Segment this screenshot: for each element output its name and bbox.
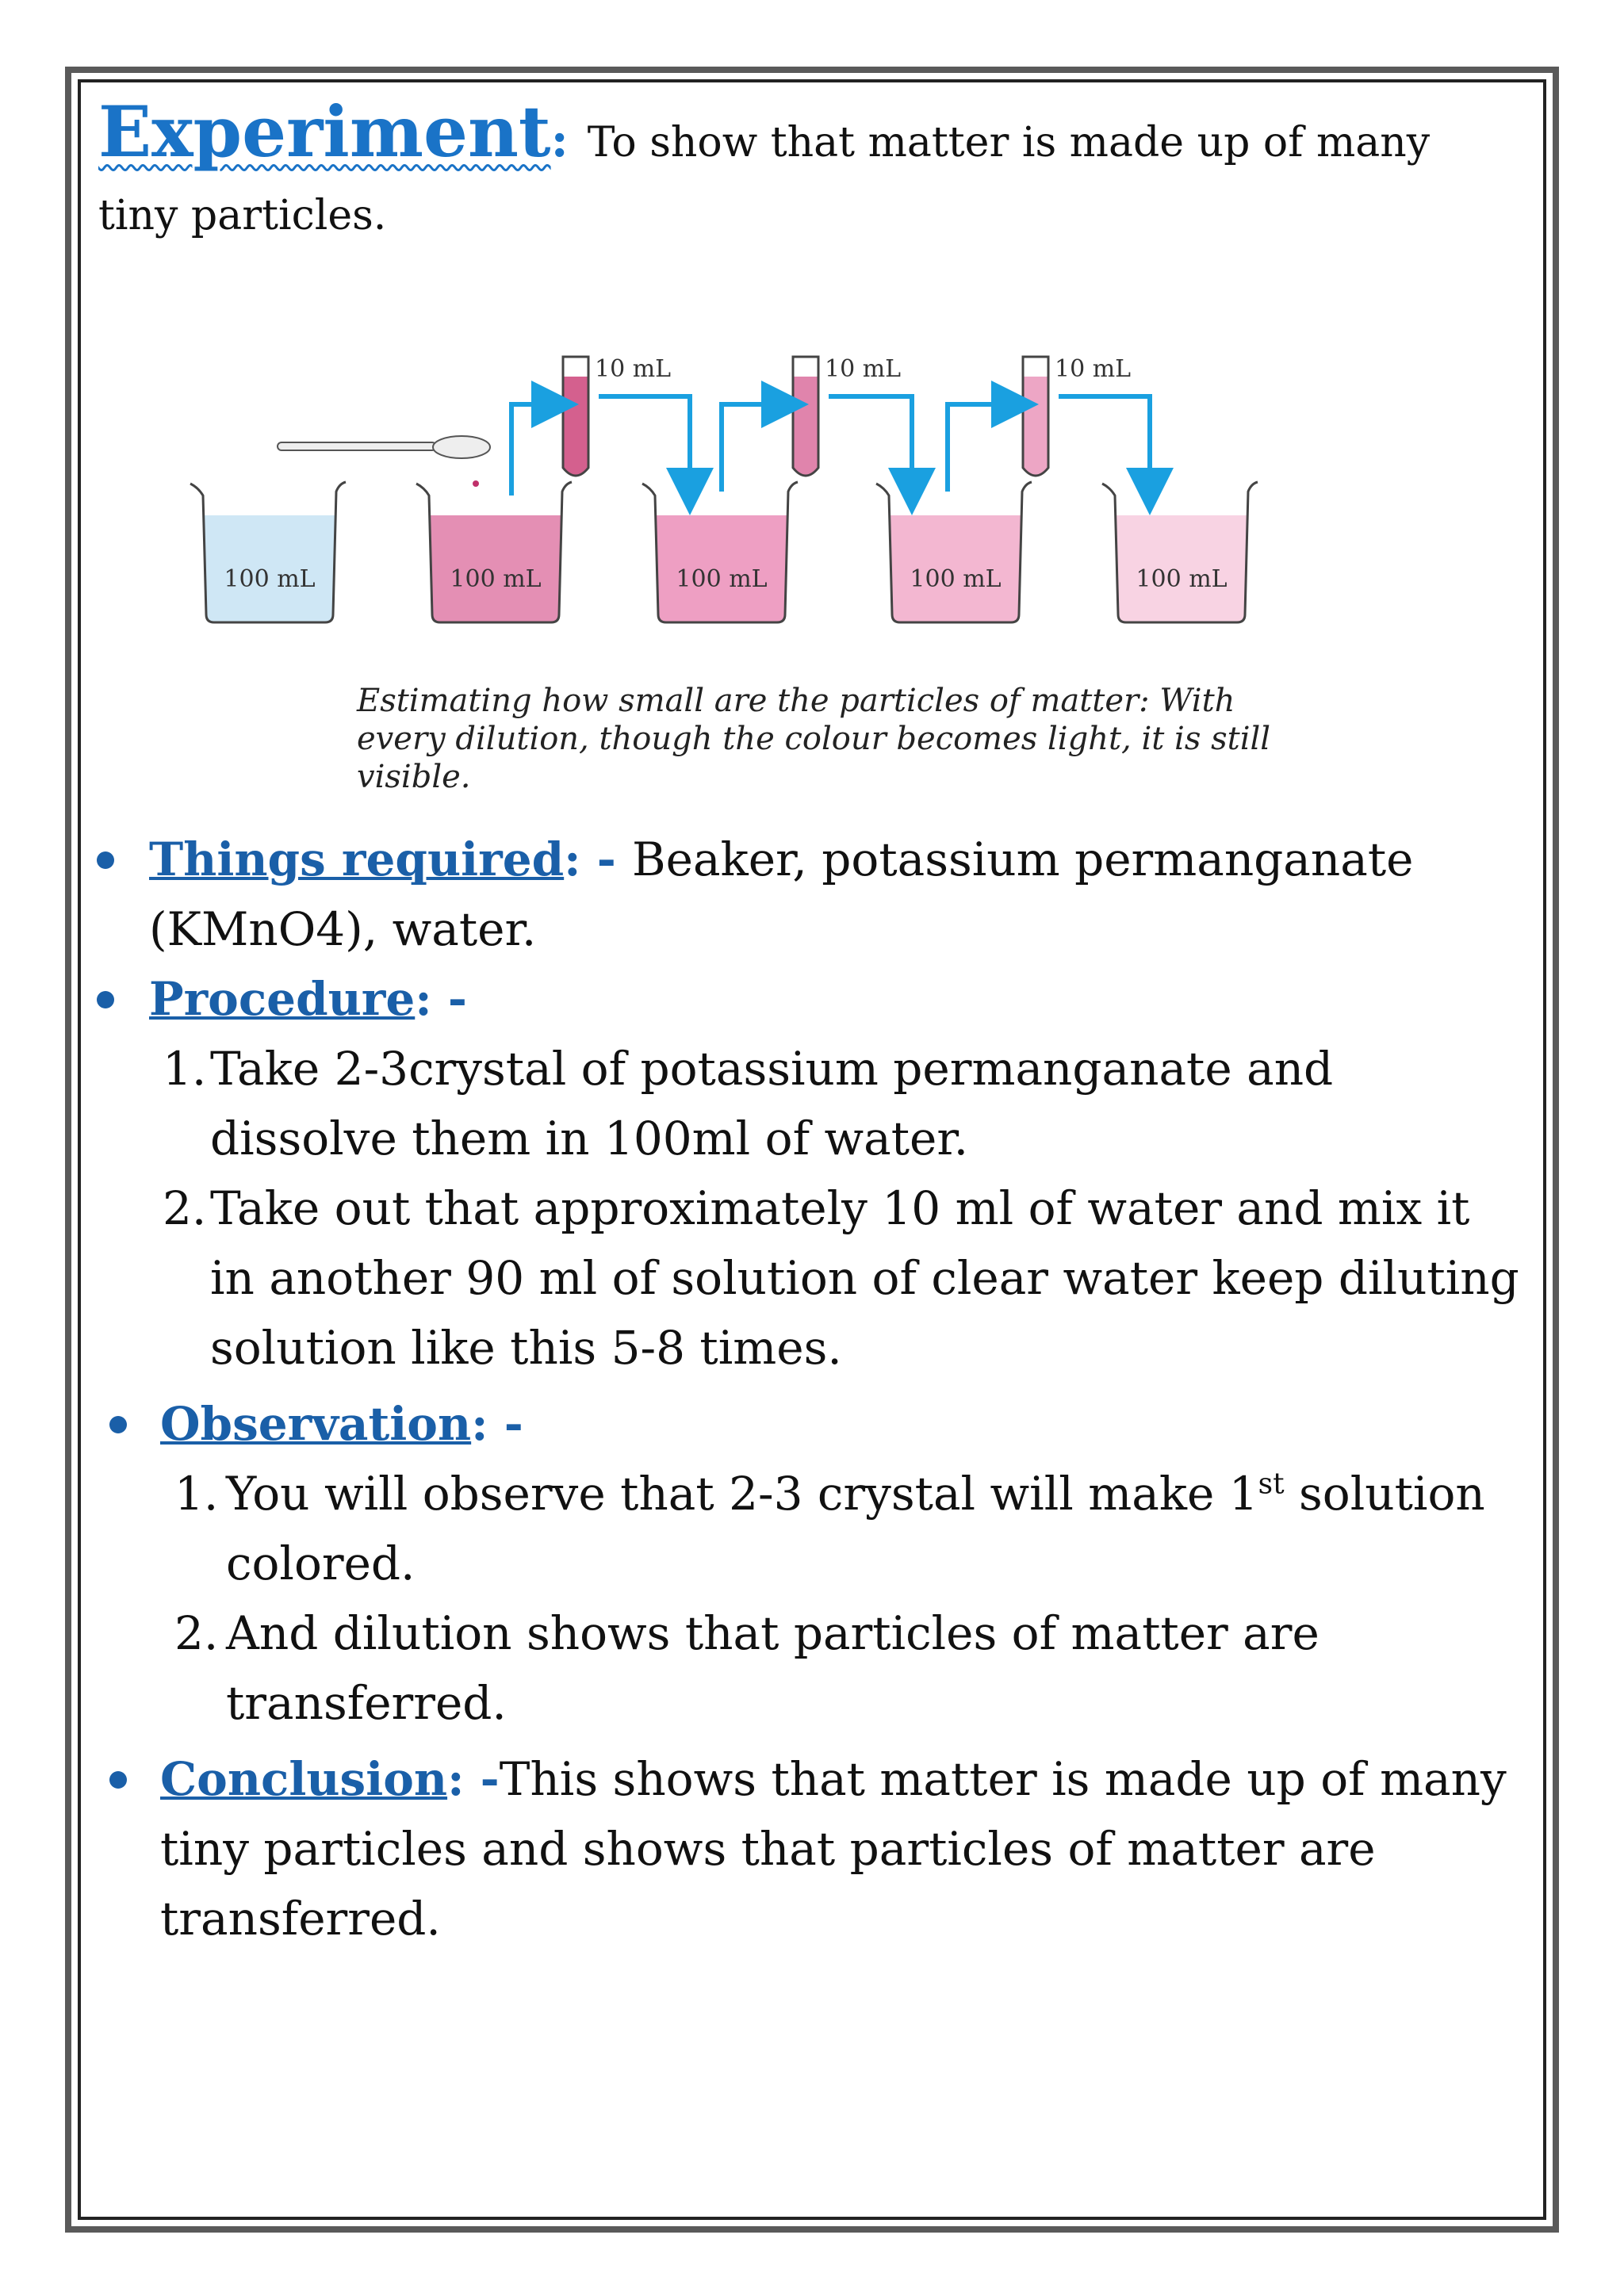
things-required-sep: : - (564, 832, 633, 886)
bullet-icon (109, 1771, 127, 1789)
things-required-text: Beaker, potassium permanganate (KMnO4), water. (149, 832, 1414, 956)
test-tube-2 (793, 355, 901, 476)
things-required-heading: Things required (149, 832, 565, 886)
list-text: And dilution shows that particles of matter are transferred. (226, 1606, 1320, 1730)
beaker-label: 100 mL (910, 565, 1002, 593)
beaker-1 (190, 482, 346, 622)
observation-section (79, 1389, 1522, 1459)
list-number: 2. (174, 1606, 219, 1660)
tube-label: 10 mL (595, 355, 672, 383)
list-text: Take out that approximately 10 ml of water and mix it in another 90 ml of solution of clear water keep diluting solution like this 5-8 times. (210, 1181, 1519, 1375)
bullet-icon (109, 1416, 127, 1433)
beaker-2 (416, 482, 572, 622)
beaker-label: 100 mL (1136, 565, 1228, 593)
observation-sep: : - (471, 1397, 523, 1451)
observation-heading: Observation (160, 1397, 472, 1451)
list-text: You will observe that 2-3 crystal will make 1 (226, 1467, 1258, 1521)
list-text: solution colored. (226, 1467, 1485, 1590)
figure-caption: Estimating how small are the particles of matter: With every dilution, though the colour becomes light, it is still visible. (357, 683, 1271, 795)
transfer-arrow-3 (722, 404, 785, 492)
procedure-section (79, 964, 1522, 1034)
beaker-label: 100 mL (450, 565, 542, 593)
transfer-arrow-1 (511, 404, 555, 496)
title-colon: : (550, 113, 569, 168)
superscript: st (1258, 1468, 1285, 1501)
title-text: To show that matter is made up of many tiny particles. (98, 119, 1431, 239)
test-tube-1 (563, 355, 671, 476)
observation-list (79, 1459, 1522, 1738)
beaker-3 (642, 482, 798, 622)
beaker-4 (876, 482, 1032, 622)
procedure-sep: : - (415, 972, 467, 1026)
transfer-arrow-6 (1059, 396, 1150, 492)
things-required-section (79, 825, 1522, 964)
beaker-label: 100 mL (676, 565, 768, 593)
transfer-arrow-2 (599, 396, 690, 492)
transfer-arrow-4 (829, 396, 912, 492)
list-item (79, 1459, 1522, 1598)
title-heading: Experiment (98, 90, 551, 173)
list-item (79, 1598, 1522, 1738)
list-number: 2. (163, 1181, 207, 1235)
procedure-list (79, 1034, 1522, 1383)
list-item (79, 1034, 1522, 1173)
list-number: 1. (163, 1042, 207, 1096)
beaker-label: 100 mL (224, 565, 316, 593)
spoon-icon (278, 436, 490, 487)
list-number: 1. (174, 1467, 219, 1521)
dilution-diagram (174, 341, 1269, 690)
list-text: Take 2-3crystal of potassium permanganate and dissolve them in 100ml of water. (210, 1042, 1334, 1165)
procedure-heading: Procedure (149, 972, 416, 1026)
tube-label: 10 mL (825, 355, 902, 383)
test-tube-3 (1023, 355, 1131, 476)
bullet-icon (97, 851, 114, 869)
content (79, 825, 1522, 1954)
conclusion-heading: Conclusion (160, 1752, 448, 1806)
conclusion-section (79, 1744, 1522, 1954)
tube-label: 10 mL (1055, 355, 1132, 383)
conclusion-text: This shows that matter is made up of many tiny particles and shows that particles of matter are transferred. (160, 1752, 1507, 1946)
transfer-arrow-5 (948, 404, 1015, 492)
title (98, 90, 1510, 252)
list-item (79, 1173, 1522, 1383)
bullet-icon (97, 991, 114, 1008)
conclusion-sep: : - (447, 1752, 500, 1806)
beaker-5 (1102, 482, 1258, 622)
